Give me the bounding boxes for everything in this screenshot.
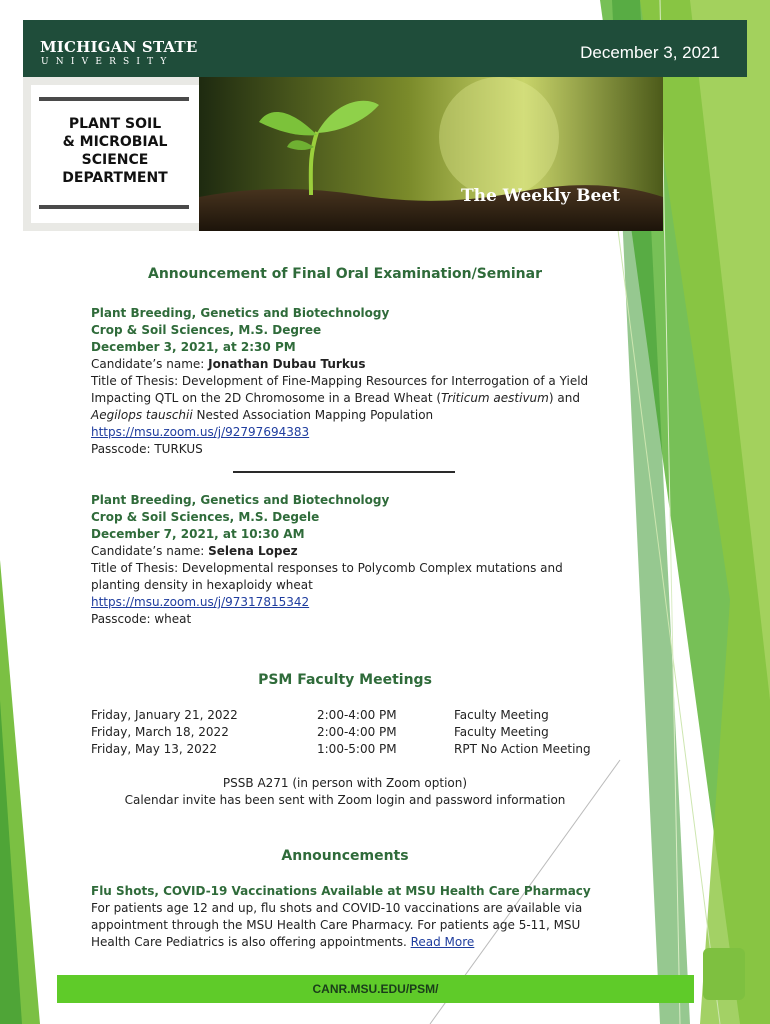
read-more-link[interactable]: Read More	[410, 935, 475, 949]
meeting-event: Faculty Meeting	[454, 725, 549, 739]
exam-program: Plant Breeding, Genetics and Biotechnology	[91, 493, 390, 507]
meeting-event: RPT No Action Meeting	[454, 742, 591, 756]
footer-bar	[57, 975, 694, 1003]
passcode: Passcode: wheat	[91, 612, 192, 626]
exam-degree: Crop & Soil Sciences, M.S. Degele	[91, 510, 320, 524]
zoom-link[interactable]: https://msu.zoom.us/j/92797694383	[91, 425, 310, 439]
announcement-body: For patients age 12 and up, flu shots and COVID-10 vaccinations are available via appointment through the MSU Health Care Pharmacy. For patients age 5-11, MSU Health Care Pediatrics is also offering appointments. Read More	[91, 901, 583, 949]
corner-tab	[703, 948, 745, 1000]
section-divider	[233, 471, 455, 473]
department-name: PLANT SOIL & MICROBIAL SCIENCE DEPARTMENT	[62, 116, 168, 186]
exam-datetime: December 7, 2021, at 10:30 AM	[91, 527, 305, 541]
meeting-date: Friday, January 21, 2022	[91, 708, 238, 722]
candidate-label: Candidate’s name:	[91, 544, 209, 558]
meeting-location: PSSB A271 (in person with Zoom option)	[222, 776, 468, 790]
candidate-label: Candidate’s name:	[91, 357, 209, 371]
meeting-time: 2:00-4:00 PM	[317, 725, 397, 739]
announcement-headline: Flu Shots, COVID-19 Vaccinations Available at MSU Health Care Pharmacy	[91, 884, 591, 898]
footer-url[interactable]: CANR.MSU.EDU/PSM/	[312, 982, 439, 996]
passcode: Passcode: TURKUS	[91, 442, 203, 456]
meeting-times-column	[317, 707, 397, 758]
issue-date: December 3, 2021	[580, 43, 720, 62]
thesis-title: Title of Thesis: Developmental responses to Polycomb Complex mutations and planting density in hexaploidy wheat	[91, 561, 563, 592]
exam-program: Plant Breeding, Genetics and Biotechnology	[91, 306, 390, 320]
meeting-events-column	[454, 707, 591, 758]
thesis-title: Title of Thesis: Development of Fine-Mapping Resources for Interrogation of a Yield Impacting QTL on the 2D Chromosome in a Bread Wheat (Triticum aestivum) and Aegilops tauschii Nested Association Mapping Population	[91, 374, 589, 422]
meeting-dates-column	[91, 707, 238, 758]
candidate-name: Jonathan Dubau Turkus	[208, 357, 366, 371]
calendar-note: Calendar invite has been sent with Zoom login and password information	[124, 793, 566, 807]
zoom-link[interactable]: https://msu.zoom.us/j/97317815342	[91, 595, 310, 609]
candidate-name: Selena Lopez	[208, 544, 298, 558]
faculty-meetings-title: PSM Faculty Meetings	[258, 672, 432, 688]
exam-degree: Crop & Soil Sciences, M.S. Degree	[91, 323, 322, 337]
exam-entry	[91, 492, 611, 628]
exam-datetime: December 3, 2021, at 2:30 PM	[91, 340, 296, 354]
candidate-line	[91, 356, 611, 373]
weekly-beet-label: The Weekly Beet	[461, 186, 620, 206]
meeting-event: Faculty Meeting	[454, 708, 549, 722]
meeting-date: Friday, May 13, 2022	[91, 742, 218, 756]
meeting-time: 2:00-4:00 PM	[317, 708, 397, 722]
candidate-line	[91, 543, 611, 560]
oral-exam-title: Announcement of Final Oral Examination/Seminar	[147, 266, 542, 282]
exam-entry	[91, 305, 611, 458]
announcements-title: Announcements	[281, 848, 409, 864]
msu-logo-line1: MICHIGAN STATE	[40, 38, 198, 56]
msu-logo-line2: UNIVERSITY	[41, 57, 174, 67]
meeting-time: 1:00-5:00 PM	[317, 742, 397, 756]
announcement-item	[91, 883, 596, 951]
meeting-date: Friday, March 18, 2022	[91, 725, 229, 739]
